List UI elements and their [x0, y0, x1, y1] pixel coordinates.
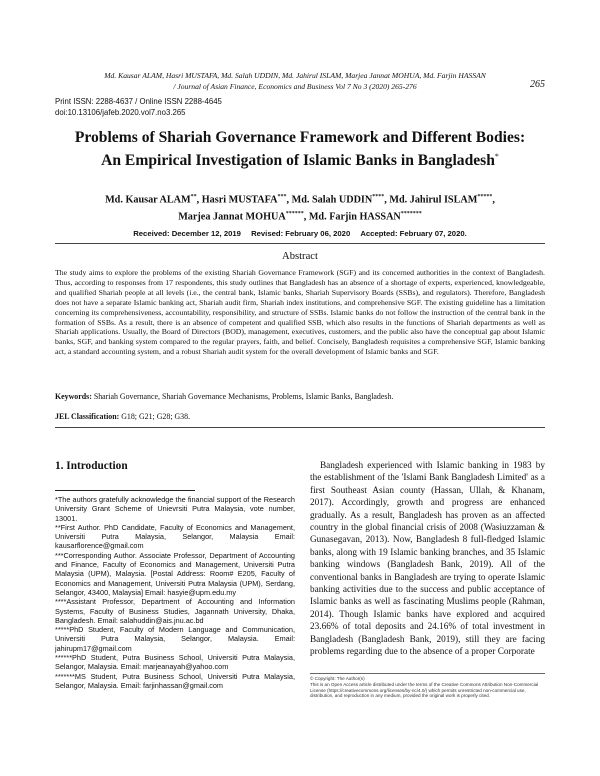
introduction-paragraph: Bangladesh experienced with Islamic banking in 1983 by the establishment of the 'Islami Bank Bangladesh Limited' as a first Southeast Asian county (Hassan, Ullah, & Khanam, 2017). Accordingly, growth and progress are enhanced gradually. As a result, Bangladesh has proven as an affected country in the global financial crisis of 2008 (Wasiuzzaman & Gunasegavan, 2013). Now, Bangladesh 8 full-fledged Islamic banks, along with 19 Islamic banking branches, and 35 Islamic banking windows (Bangladesh Bank, 2019). All of the conventional banks in Bangladesh are trying to operate Islamic banking activities due to the success and public acceptance of Islamic banks as well as fascinating Muslims people (Rahman, 2014). Though Islamic banks have explored and acquired 23.66% of total deposits and 24.16% of total investment in Bangladesh (Bangladesh Bank, 2019), still they are facing problems regarding due to the absence of a proper Corporate: [310, 461, 545, 658]
divider-top: [55, 243, 545, 244]
footnote-rule: [55, 490, 195, 491]
submission-dates: [40, 229, 560, 238]
copyright-rule: [310, 673, 545, 674]
issn-block: [55, 97, 222, 118]
jel-text: G18; G21; G28; G38.: [121, 412, 191, 421]
footnotes: [55, 495, 295, 690]
section-heading-introduction: 1. Introduction: [55, 460, 128, 472]
revised-date: Revised: February 06, 2020: [251, 229, 351, 238]
author-name: Marjea Jannat MOHUA: [178, 211, 286, 223]
issn-line: Print ISSN: 2288-4637 / Online ISSN 2288-4645: [55, 97, 222, 106]
author-mark: **: [190, 194, 197, 200]
title-line-2: An Empirical Investigation of Islamic Banks in Bangladesh: [101, 152, 495, 170]
author-name: Hasri MUSTAFA: [201, 194, 278, 206]
footnote: ***Corresponding Author. Associate Professor, Department of Accounting and Finance, Faculty of Economics and Management, Universiti Putra Malaysia (UPM), Malaysia. [Postal Address: Room# E205, Faculty of Economics and Management, Universiti Putra Malaysia (UPM), Serdang, Selangor, 43400, Malaysia] Email: hasyie@upm.edu.my: [55, 550, 295, 597]
footnote: ******PhD Student, Putra Business School, Universiti Putra Malaysia, Selangor, Malaysia. Email: marjeanayah@yahoo.com: [55, 653, 295, 672]
title-footnote-mark: *: [494, 152, 499, 161]
divider-bottom: [55, 427, 545, 428]
footnote: *******MS Student, Putra Business School, Universiti Putra Malaysia, Selangor, Malaysia. Email: farjinhassan@gmail.com: [55, 671, 295, 690]
title-line-1: Problems of Shariah Governance Framework and Different Bodies:: [74, 129, 526, 146]
keywords-label: Keywords:: [55, 392, 92, 401]
author-mark: ******: [285, 211, 304, 218]
abstract-text: The study aims to explore the problems of the existing Shariah Governance Framework (SGF) and its concerned authorities in the context of Bangladesh. Thus, according to responses from 17 respondents, this study outlines that Bangladesh has an absence of a shortage of experts, experienced, knowledgeable, and qualified Shariah people at all levels (i.e., the central bank, Islamic banks, Shariah Supervisory Boards (SSBs), and regulators). Therefore, Bangladesh does not have a separate Islamic banking act, Shariah audit firm, Shariah index institutions, and comprehensive SGF. The existing guideline has a limitation concerning its comprehensiveness, accountability, responsibility, and structure of SSBs. Islamic banks do not follow the instruction of the central bank in the formation of SSBs. As a result, there is an absence of competent and qualified SSB, which also results in the functions of Shariah departments as well as Shariah applications. Usually, the Board of Directors (BOD), management, executives, customers, and the public also have the conceptual gap about Islamic banks, SGF, and banking system compared to the regular prayers, faith, and belief. Concisely, Bangladesh requisites a comprehensive SGF, Islamic banking act, a standard accounting system, and a robust Shariah audit system for the overall development of Islamic banks and SGF.: [55, 268, 545, 357]
jel-classification: [55, 412, 545, 421]
received-date: Received: December 12, 2019: [133, 229, 241, 238]
footnote: ****Assistant Professor, Department of Accounting and Information Systems, Faculty of Business Studies, Jagannath University, Dhaka, Bangladesh. Email: salahuddin@ais.jnu.ac.bd: [55, 597, 295, 625]
copyright-notice: [310, 676, 545, 699]
jel-label: JEL Classification:: [55, 412, 120, 421]
author-list: Md. Kausar ALAM**, Hasri MUSTAFA***, Md. Salah UDDIN****, Md. Jahirul ISLAM*****, Marjea Jannat MOHUA******, Md. Farjin HASSAN*******: [105, 194, 495, 223]
keywords: [55, 392, 545, 401]
author-mark: ****: [372, 194, 385, 200]
author-name: Md. Farjin HASSAN: [308, 211, 401, 223]
author-name: Md. Jahirul ISLAM: [389, 194, 478, 206]
introduction-body: [310, 460, 545, 659]
abstract-heading: Abstract: [282, 251, 318, 262]
footnote: *The authors gratefully acknowledge the financial support of the Research University Grant Scheme of Unievrsiti Putra Malaysia, vote number, 13001.: [55, 495, 295, 523]
page-number: 265: [530, 79, 545, 90]
keywords-text: Shariah Governance, Shariah Governance Mechanisms, Problems, Islamic Banks, Bangladesh.: [93, 392, 394, 401]
doi-line: doi:10.13106/jafeb.2020.vol7.no3.265: [55, 107, 186, 117]
license-text: This is an Open Access article distributed under the terms of the Creative Commons Attribution Non-Commercial License (https://creativecommons.org/licenses/by-nc/4.0/) which permits unrestricted non-commercial use, distribution, and reproduction in any medium, provided the original work is properly cited.: [310, 681, 539, 699]
author-name: Md. Kausar ALAM: [105, 194, 191, 206]
author-name: Md. Salah UDDIN: [291, 194, 373, 206]
author-mark: *****: [477, 194, 493, 200]
accepted-date: Accepted: February 07, 2020.: [360, 229, 467, 238]
author-mark: ***: [277, 194, 287, 200]
running-head-journal: / Journal of Asian Finance, Economics and Business Vol 7 No 3 (2020) 265-276: [173, 82, 417, 91]
footnote: **First Author. PhD Candidate, Faculty of Economics and Management, Universiti Putra Malaysia, Selangor, Malaysia Email: kausarflorence@gmail.com: [55, 522, 295, 551]
footnote: *****PhD Student, Faculty of Modern Language and Communication, Universiti Putra Malaysia, Selangor, Malaysia. Email: jahirupm17@gmail.com: [55, 625, 295, 653]
running-head-authors: Md. Kausar ALAM, Hasri MUSTAFA, Md. Salah UDDIN, Md. Jahirul ISLAM, Marjea Jannat MOHUA, Md. Farjin HASSAN: [104, 71, 486, 80]
paper-title: [40, 128, 560, 170]
copyright-line: © Copyright: The Author(s): [310, 676, 365, 681]
author-mark: *******: [400, 211, 422, 218]
